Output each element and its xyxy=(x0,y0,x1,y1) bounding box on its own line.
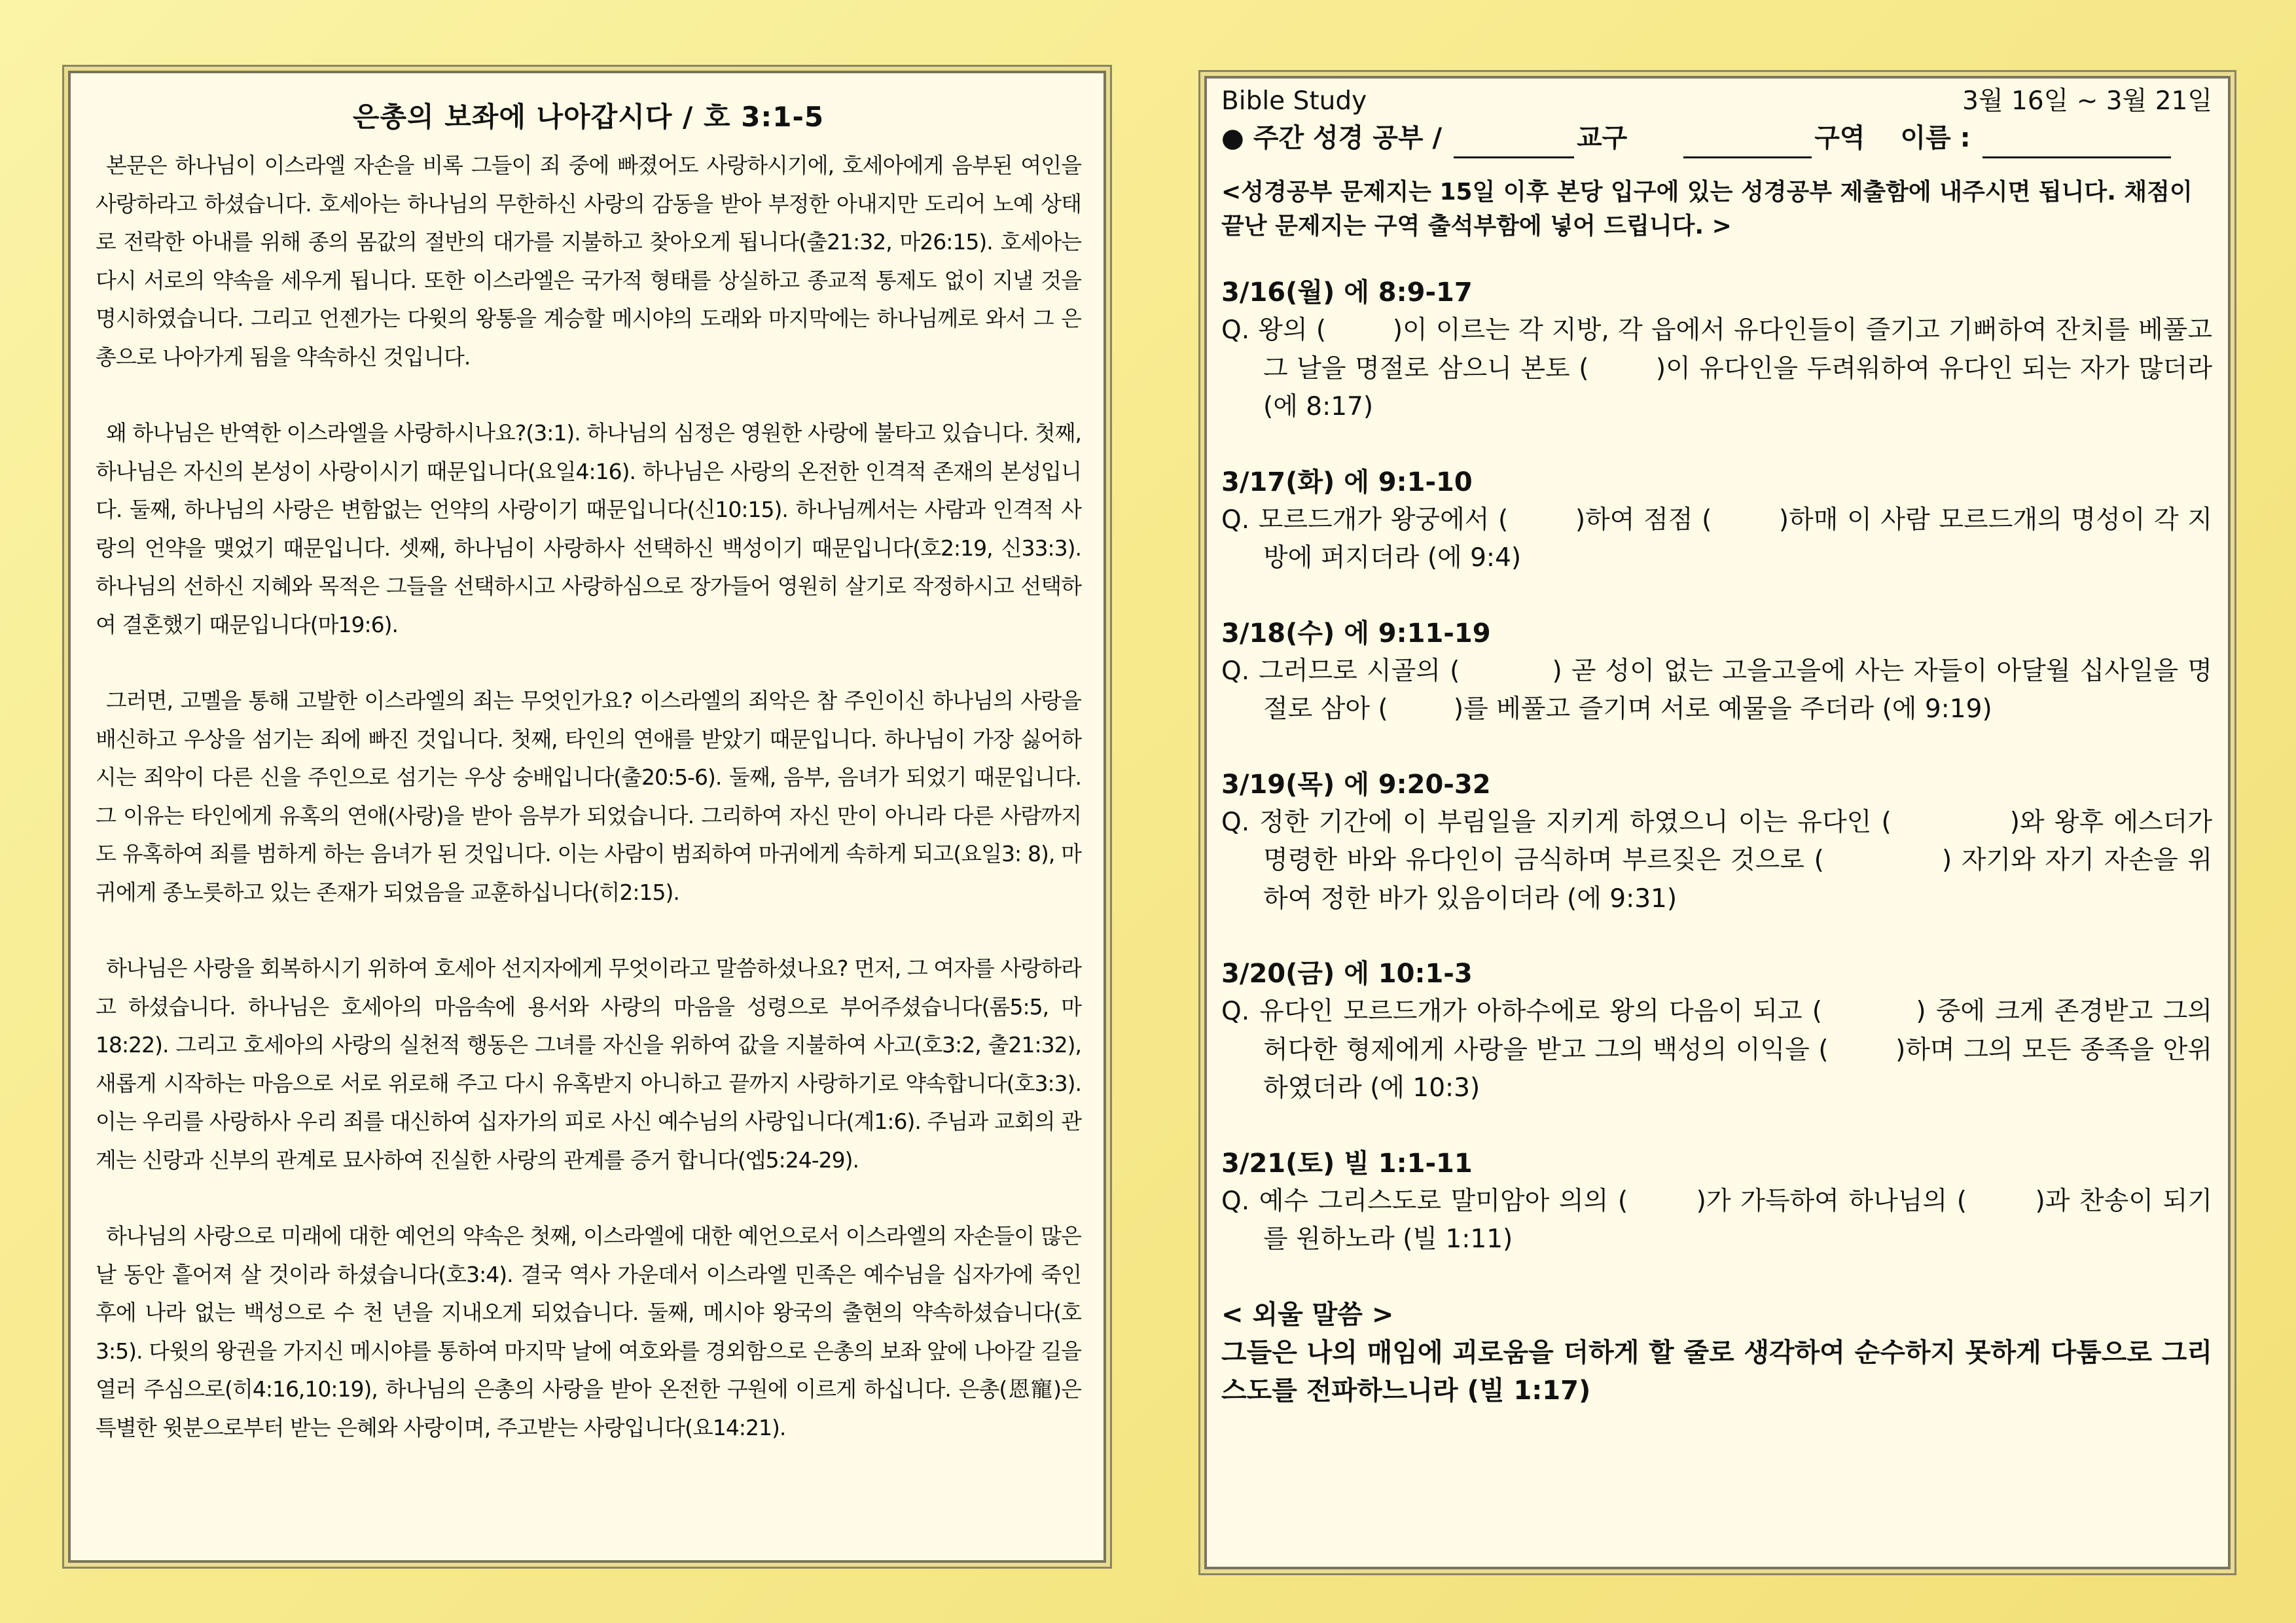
study-form-row xyxy=(1221,118,2212,158)
study-day-2 xyxy=(1221,463,2212,578)
question-text: )이 이르는 각 지방, 각 읍에서 유다인들이 즐기고 기뻐하여 잔치를 베풀고 그 날을 명절로 삼으니 본토 ( xyxy=(1263,315,2212,383)
sermon-panel xyxy=(68,71,1106,1563)
answer-blank[interactable]: 유다인 xyxy=(1469,656,1543,686)
gyogu-label: 교구 xyxy=(1577,123,1628,153)
question-text: )이 유다인을 두려워하여 유다인 되는 자가 많더라 (에 8:17) xyxy=(1263,353,2212,421)
question-text: Q. 유다인 모르드개가 아하수에로 왕의 다음이 되고 ( xyxy=(1221,997,1833,1026)
question-text: )하며 그의 모든 종족을 안위하였더라 (에 10:3) xyxy=(1263,1035,2213,1103)
question-text: Q. 왕의 ( xyxy=(1221,315,1335,345)
study-day-title: 3/16(월) 에 8:9-17 xyxy=(1221,277,1473,308)
study-day-4 xyxy=(1221,766,2212,919)
answer-blank[interactable]: 열매 xyxy=(1637,1186,1687,1216)
submission-notice: <성경공부 문제지는 15일 이후 본당 입구에 있는 성경공부 제출함에 내주시면 됩니다. 채점이 끝난 문제지는 구역 출석부함에 넣어 드립니다. > xyxy=(1221,179,2193,240)
study-question xyxy=(1221,501,2212,578)
answer-blank[interactable]: 영광 xyxy=(1976,1186,2026,1216)
question-text: )와 왕후 에스더가 명령한 바와 유다인이 금식하며 부르짖은 것으로 ( xyxy=(1263,807,2213,875)
study-day-title: 3/21(토) 빌 1:1-11 xyxy=(1221,1148,1473,1179)
study-day-title: 3/19(목) 에 9:20-32 xyxy=(1221,769,1491,800)
sermon-paragraph-3: 그러면, 고멜을 통해 고발한 이스라엘의 죄는 무엇인가요? 이스라엘의 죄악은 참 주인이신 하나님의 사랑을 배신하고 우상을 섬기는 죄에 빠진 것입니다. 첫째, 타인의 연애를 받았기 때문입니다. 하나님이 가장 싫어하시는 죄악이 다른 신을 주인으로 섬기는 우상 숭배입니다(출20:5-6). 둘째, 음부, 음녀가 되었기 때문입니다. 그 이유는 타인에게 유혹의 연애(사랑)을 받아 음부가 되었습니다. 그리하여 자신 만이 아니라 다른 사람까지도 유혹하여 죄를 범하게 하는 음녀가 된 것입니다. 이는 사람이 범죄하여 마귀에게 속하게 되고(요일3: 8), 마귀에게 종노릇하고 있는 존재가 되었음을 교훈하십니다(히2:15). xyxy=(96,688,1081,905)
answer-blank[interactable]: 창대 xyxy=(1720,505,1770,535)
study-header xyxy=(1221,85,2212,118)
study-day-3 xyxy=(1221,615,2212,729)
study-day-1 xyxy=(1221,274,2212,427)
question-text: ) 자기와 자기 자손을 위하여 정한 바가 있음이더라 (에 9:31) xyxy=(1263,846,2212,914)
answer-blank[interactable]: 조서 xyxy=(1335,315,1384,345)
answer-blank[interactable]: 백성 xyxy=(1598,353,1647,383)
sermon-title: 은총의 보좌에 나아갑시다 / 호 3:1-5 xyxy=(352,101,825,133)
study-date-range: 3월 16일 ~ 3월 21일 xyxy=(1962,86,2212,116)
question-text: )과 찬송이 되기를 원하노라 (빌 1:11) xyxy=(1263,1186,2212,1254)
answer-blank[interactable]: 모르드개 xyxy=(1901,807,2000,837)
answer-blank[interactable]: 유다인 xyxy=(1832,997,1907,1026)
question-text: Q. 정한 기간에 이 부림일을 지키게 하였으니 이는 유다인 ( xyxy=(1221,807,1901,837)
study-day-title: 3/18(수) 에 9:11-19 xyxy=(1221,618,1491,649)
answer-blank[interactable]: 말미암아 xyxy=(1833,846,1933,875)
name-label: 이름 : xyxy=(1900,123,1971,153)
study-day-5 xyxy=(1221,955,2212,1108)
study-day-6 xyxy=(1221,1145,2212,1259)
bible-study-panel xyxy=(1204,76,2231,1569)
sermon-paragraph-1: 본문은 하나님이 이스라엘 자손을 비록 그들이 죄 중에 빠졌어도 사랑하시기에, 호세아에게 음부된 여인을 사랑하라고 하셨습니다. 호세아는 하나님의 무한하신 사랑의 감동을 받아 부정한 아내지만 도리어 노예 상태로 전락한 아내를 위해 종의 몸값의 절반의 대가를 지불하고 찾아오게 됩니다(출21:32, 마26:15). 호세아는 다시 서로의 약속을 세우게 됩니다. 또한 이스라엘은 국가적 형태를 상실하고 종교적 통제도 없이 지낼 것을 명시하였습니다. 그리고 언젠가는 다윗의 왕통을 계승할 메시야의 도래와 마지막에는 하나님께로 와서 그 은총으로 나아가게 됨을 약속하신 것입니다. xyxy=(96,152,1081,370)
question-text: )하여 점점 ( xyxy=(1566,505,1721,535)
answer-blank[interactable]: 도모 xyxy=(1837,1035,1887,1065)
study-question xyxy=(1221,1183,2212,1259)
study-question xyxy=(1221,312,2212,427)
study-question xyxy=(1221,993,2212,1108)
question-text: Q. 그러므로 시골의 ( xyxy=(1221,656,1469,686)
question-text: )하매 이 사람 모르드개의 명성이 각 지방에 퍼지더라 (에 9:4) xyxy=(1263,505,2213,573)
answer-blank[interactable]: 존귀 xyxy=(1516,505,1567,535)
memory-verse-title: < 외울 말씀 > xyxy=(1221,1299,1394,1330)
memory-verse: 그들은 나의 매임에 괴로움을 더하게 할 줄로 생각하여 순수하지 못하게 다툼으로 그리스도를 전파하느니라 (빌 1:17) xyxy=(1221,1337,2212,1406)
study-header-title: Bible Study xyxy=(1221,86,1367,116)
question-text: ) 곧 성이 없는 고을고을에 사는 자들이 아달월 십사일을 명절로 삼아 ( xyxy=(1263,656,2212,724)
answer-blank[interactable]: 잔치 xyxy=(1396,694,1446,724)
question-text: ) 중에 크게 존경받고 그의 허다한 형제에게 사랑을 받고 그의 백성의 이익을 ( xyxy=(1263,997,2212,1065)
sermon-paragraph-5: 하나님의 사랑으로 미래에 대한 예언의 약속은 첫째, 이스라엘에 대한 예언으로서 이스라엘의 자손들이 많은 날 동안 흩어져 살 것이라 하셨습니다(호3:4). 결국 역사 가운데서 이스라엘 민족은 예수님을 십자가에 죽인 후에 나라 없는 백성으로 수 천 년을 지내오게 되었습니다. 둘째, 메시야 왕국의 출현의 약속하셨습니다(호3:5). 다윗의 왕권을 가지신 메시야를 통하여 마지막 날에 여호와를 경외함으로 은총의 보좌 앞에 나아갈 길을 열러 주심으로(히4:16,10:19), 하나님의 은총의 사랑을 받아 온전한 구원에 이르게 하십니다. 은총(恩寵)은 특별한 윗분으로부터 받는 은혜와 사랑이며, 주고받는 사랑입니다(요14:21). xyxy=(96,1223,1081,1440)
guyeok-blank[interactable] xyxy=(1683,128,1812,158)
study-form-title: ● 주간 성경 공부 / xyxy=(1221,123,1443,153)
question-text: Q. 예수 그리스도로 말미암아 의의 ( xyxy=(1221,1186,1638,1216)
question-text: Q. 모르드개가 왕궁에서 ( xyxy=(1221,505,1517,535)
sermon-paragraph-2: 왜 하나님은 반역한 이스라엘을 사랑하시나요?(3:1). 하나님의 심정은 영원한 사랑에 불타고 있습니다. 첫째, 하나님은 자신의 본성이 사랑이시기 때문입니다(요일4:16). 하나님은 사랑의 온전한 인격적 존재의 본성입니다. 둘째, 하나님의 사랑은 변함없는 언약의 사랑이기 때문입니다(신10:15). 하나님께서는 사람과 인격적 사랑의 언약을 맺었기 때문입니다. 셋째, 하나님이 사랑하사 선택하신 백성이기 때문입니다(호2:19, 신33:3). 하나님의 선하신 지혜와 목적은 그들을 선택하시고 사랑하심으로 장가들어 영원히 살기로 작정하시고 선택하여 결혼했기 때문입니다(마19:6). xyxy=(96,420,1081,637)
sermon-paragraph-4: 하나님은 사랑을 회복하시기 위하여 호세아 선지자에게 무엇이라고 말씀하셨나요? 먼저, 그 여자를 사랑하라고 하셨습니다. 하나님은 호세아의 마음속에 용서와 사랑의 마음을 성령으로 부어주셨습니다(롬5:5, 마18:22). 그리고 호세아의 사랑의 실천적 행동은 그녀를 자신을 위하여 값을 지불하여 사고(호3:2, 출21:32), 새롭게 시작하는 마음으로 서로 위로해 주고 다시 유혹받지 아니하고 끝까지 사랑하기로 약속합니다(호3:3). 이는 우리를 사랑하사 우리 죄를 대신하여 십자가의 피로 사신 예수님의 사랑입니다(계1:6). 주님과 교회의 관계는 신랑과 신부의 관계로 묘사하여 진실한 사랑의 관계를 증거 합니다(엡5:24-29). xyxy=(96,955,1081,1173)
study-day-title: 3/20(금) 에 10:1-3 xyxy=(1221,959,1473,989)
name-blank[interactable] xyxy=(1982,128,2171,158)
study-question xyxy=(1221,652,2212,729)
study-day-title: 3/17(화) 에 9:1-10 xyxy=(1221,467,1473,497)
question-text: )가 가득하여 하나님의 ( xyxy=(1687,1186,1977,1216)
study-question xyxy=(1221,804,2212,919)
question-text: )를 베풀고 즐기며 서로 예물을 주더라 (에 9:19) xyxy=(1445,694,1992,724)
gyogu-blank[interactable] xyxy=(1454,128,1574,158)
guyeok-label: 구역 xyxy=(1814,123,1865,153)
